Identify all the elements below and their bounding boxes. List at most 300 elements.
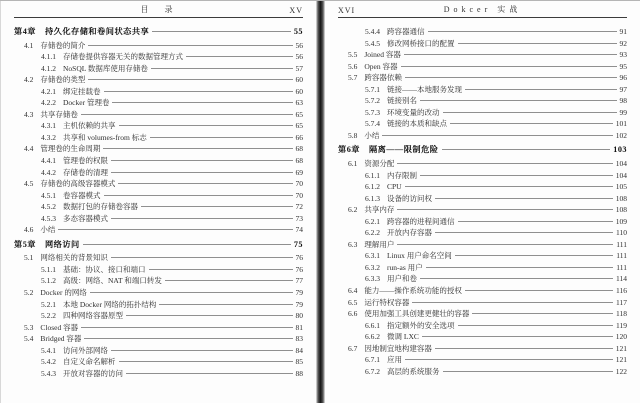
toc-entry-title: 小结 — [40, 225, 56, 235]
toc-entry — [338, 193, 627, 205]
toc-entry — [14, 74, 303, 86]
toc-entry-page: 69 — [295, 167, 303, 177]
toc-entry-number: 4.5.1 — [41, 190, 56, 200]
toc-entry-title: 持久化存储和卷间状态共享 — [44, 27, 150, 36]
toc-entry-title: 存储卷的类型 — [40, 75, 86, 85]
toc-entry — [14, 287, 303, 299]
toc-entry-page: 70 — [295, 179, 303, 189]
toc-entry-number: 5.7.1 — [365, 84, 380, 94]
dot-leader — [405, 77, 617, 78]
toc-entry-number: 5.4.3 — [41, 368, 56, 378]
toc-entry — [14, 322, 303, 334]
toc-entry-number: 6.3 — [348, 239, 358, 249]
toc-entry-title: 隔离——限制危险 — [368, 145, 439, 155]
toc-entry — [338, 170, 627, 182]
toc-entry-number: 5.8 — [348, 130, 358, 140]
toc-entry-number: 4.1.2 — [41, 63, 56, 73]
dot-leader — [90, 292, 293, 293]
dot-leader — [404, 54, 617, 55]
dot-leader — [412, 302, 613, 303]
dot-leader — [465, 89, 617, 90]
toc-entry-title: 网络访问 — [44, 239, 80, 249]
toc-entry-page: 108 — [615, 193, 627, 203]
dot-leader — [422, 336, 613, 337]
toc-entry-page: 63 — [295, 98, 303, 108]
dot-leader — [420, 278, 613, 279]
toc-entry-title: 应用 — [387, 355, 402, 365]
toc-entry-page: 73 — [295, 213, 303, 223]
toc-entry-title: 运行特权容器 — [364, 297, 410, 307]
toc-entry-number: 6.7.2 — [365, 366, 380, 376]
toc-entry — [338, 204, 627, 216]
toc-entry — [14, 97, 303, 109]
toc-entry-page: 102 — [615, 130, 627, 140]
toc-entry-title: 链接的本质和缺点 — [387, 119, 447, 129]
toc-entry-title: 小结 — [364, 130, 380, 140]
toc-entry-title: 开放对容器的访问 — [63, 368, 123, 378]
toc-entry-title: 管理卷的权限 — [63, 156, 108, 166]
toc-entry-page: 120 — [615, 332, 627, 342]
dot-leader — [443, 371, 613, 372]
dot-leader — [111, 257, 293, 258]
dot-leader — [455, 255, 614, 256]
dot-leader — [119, 125, 293, 126]
toc-entry — [14, 213, 303, 225]
toc-entry-title: 存储卷的清理 — [63, 167, 108, 177]
right-page-header — [338, 5, 627, 18]
toc-entry-number: 6.2 — [348, 205, 358, 215]
toc-entry-page: 65 — [295, 121, 303, 131]
toc-entry-number: 4.2 — [24, 75, 34, 85]
left-page-header — [14, 5, 303, 18]
toc-entry-title: 跨容器通信 — [387, 27, 425, 36]
toc-entry-number: 6.6 — [348, 309, 358, 319]
toc-entry — [338, 262, 627, 274]
toc-entry-page: 85 — [295, 357, 303, 367]
toc-entry-number: 6.1.3 — [365, 193, 380, 203]
toc-entry — [14, 132, 303, 144]
dot-leader — [382, 135, 612, 136]
dot-leader — [112, 102, 292, 103]
toc-entry-number: 6.2.2 — [365, 228, 380, 238]
toc-entry-number: 5.1.2 — [41, 276, 56, 286]
toc-entries-right — [338, 26, 627, 377]
toc-entry-page: 122 — [615, 366, 627, 376]
toc-entry-title: Joined 容器 — [364, 50, 401, 60]
dot-leader — [435, 232, 613, 233]
toc-entry-title: Open 容器 — [364, 61, 398, 71]
toc-entry-title: 理解用户 — [364, 239, 395, 249]
toc-entry — [14, 120, 303, 132]
toc-entry-number: 6.7.1 — [365, 355, 380, 365]
dot-leader — [397, 163, 612, 164]
toc-entry — [338, 297, 627, 309]
toc-entry — [14, 299, 303, 311]
toc-entry-page: 81 — [295, 322, 303, 332]
dot-leader — [458, 43, 617, 44]
toc-entry — [14, 333, 303, 345]
toc-entry-page: 92 — [619, 38, 627, 48]
toc-entry-number: 第4章 — [14, 27, 36, 36]
toc-entry-title: 共享内存 — [364, 205, 395, 215]
toc-entry-title: 多态容器模式 — [63, 213, 108, 223]
toc-entry — [338, 107, 627, 119]
toc-entry-title: 跨容器依赖 — [364, 73, 402, 83]
toc-entry-number: 6.5 — [348, 297, 358, 307]
toc-entry — [14, 224, 303, 236]
dot-leader — [435, 348, 613, 349]
dot-leader — [443, 112, 617, 113]
toc-entry — [14, 63, 303, 75]
dot-leader — [442, 149, 611, 150]
toc-entry-number: 6.7 — [348, 343, 358, 353]
toc-entry-number: 5.2.1 — [41, 299, 56, 309]
toc-entry-title: 主机依赖的共享 — [63, 121, 116, 131]
dot-leader — [458, 325, 614, 326]
toc-entry-title: 管理卷的生命周期 — [40, 144, 101, 154]
toc-entry-page: 91 — [619, 27, 627, 36]
toc-entry-title: 自定义命名解析 — [63, 357, 116, 367]
toc-entry — [338, 72, 627, 84]
toc-entry-title: 链接——本地服务发现 — [387, 84, 462, 94]
toc-entry-number: 5.1 — [24, 253, 34, 263]
dot-leader — [111, 350, 293, 351]
toc-entry-number: 4.2.1 — [41, 86, 56, 96]
toc-entry-page: 57 — [295, 63, 303, 73]
toc-entry-page: 76 — [295, 253, 303, 263]
dot-leader — [118, 183, 292, 184]
page-number-right: XVI — [338, 6, 356, 15]
toc-entry-number: 5.4.4 — [365, 27, 380, 36]
toc-entry — [14, 201, 303, 213]
dot-leader — [111, 218, 293, 219]
dot-leader — [141, 206, 293, 207]
toc-entry — [338, 95, 627, 107]
toc-entry-title: Closed 容器 — [40, 322, 79, 332]
toc-entry — [14, 310, 303, 322]
toc-entry — [14, 40, 303, 52]
toc-entry — [338, 158, 627, 170]
toc-entry-page: 116 — [616, 286, 627, 296]
toc-entry-title: 环境变量的改动 — [387, 107, 440, 117]
toc-entry-page: 108 — [615, 205, 627, 215]
toc-entry-title: CPU — [387, 182, 402, 192]
dot-leader — [58, 229, 292, 230]
dot-leader — [426, 267, 614, 268]
toc-entry — [14, 345, 303, 357]
toc-entry — [14, 155, 303, 167]
toc-entry-number: 5.4 — [24, 334, 34, 344]
toc-entry-title: 指定额外的安全选项 — [387, 320, 455, 330]
toc-entry — [338, 366, 627, 378]
toc-entry — [338, 181, 627, 193]
dot-leader — [420, 100, 617, 101]
toc-entry — [338, 26, 627, 38]
dot-leader — [159, 304, 292, 305]
toc-entry — [338, 49, 627, 61]
toc-entry-title: 微调 LXC — [387, 332, 419, 342]
toc-entry-number: 6.6.2 — [365, 332, 380, 342]
toc-entry-number: 4.5.2 — [41, 202, 56, 212]
toc-entry-page: 103 — [613, 145, 627, 155]
toc-entry-title: Docker 的网络 — [40, 288, 87, 298]
toc-entry-number: 4.2.2 — [41, 98, 56, 108]
toc-entry-page: 66 — [295, 132, 303, 142]
toc-entry — [338, 354, 627, 366]
dot-leader — [405, 186, 613, 187]
toc-entry-page: 79 — [295, 299, 303, 309]
dot-leader — [186, 56, 293, 57]
toc-entry — [338, 130, 627, 142]
toc-entry-page: 101 — [615, 119, 627, 129]
toc-entry-title: NoSQL 数据库使用存储卷 — [63, 63, 148, 73]
toc-entry-page: 77 — [295, 276, 303, 286]
dot-leader — [465, 290, 613, 291]
toc-entry-page: 83 — [295, 334, 303, 344]
toc-entry-page: 88 — [295, 368, 303, 378]
toc-entry-page: 76 — [295, 264, 303, 274]
dot-leader — [84, 338, 292, 339]
toc-entry-page: 65 — [295, 109, 303, 119]
toc-entry-number: 5.4.1 — [41, 345, 56, 355]
toc-entry-page: 56 — [295, 40, 303, 50]
toc-entry-number: 6.3.2 — [365, 262, 380, 272]
toc-entry-page: 111 — [616, 262, 627, 272]
toc-entry — [14, 109, 303, 121]
dot-leader — [111, 160, 293, 161]
toc-entry-number: 第6章 — [338, 145, 360, 155]
toc-entry-title: 设备的访问权 — [387, 193, 432, 203]
toc-entry — [14, 275, 303, 287]
toc-entry-title: 内存限制 — [387, 170, 417, 180]
toc-entry-page: 117 — [616, 297, 627, 307]
dot-leader — [405, 359, 613, 360]
left-page — [0, 1, 316, 403]
toc-entry-number: 6.2.1 — [365, 216, 380, 226]
dot-leader — [150, 137, 293, 138]
toc-entry-page: 109 — [615, 216, 627, 226]
toc-entry — [14, 239, 303, 251]
toc-entry — [338, 61, 627, 73]
dot-leader — [88, 45, 292, 46]
toc-entry-page: 110 — [616, 228, 627, 238]
toc-entry-title: Docker 管理卷 — [63, 98, 110, 108]
toc-entry — [14, 51, 303, 63]
toc-entry-title: Bridged 容器 — [40, 334, 82, 344]
toc-entry-number: 4.5.3 — [41, 213, 56, 223]
toc-entry — [338, 331, 627, 343]
dot-leader — [88, 79, 292, 80]
toc-entry-title: 本地 Docker 网络的拓扑结构 — [63, 299, 157, 309]
toc-entry-title: 共享存储卷 — [40, 109, 78, 119]
dot-leader — [401, 66, 617, 67]
dot-leader — [81, 327, 292, 328]
toc-entry-number: 5.2 — [24, 288, 34, 298]
toc-entry-page: 72 — [295, 202, 303, 212]
toc-entry-number: 6.1 — [348, 159, 358, 169]
toc-entry-number: 4.6 — [24, 225, 34, 235]
toc-entry-title: 高层的系统服务 — [387, 366, 440, 376]
toc-entry-number: 6.1.1 — [365, 170, 380, 180]
toc-entry-number: 5.1.1 — [41, 264, 56, 274]
toc-entry — [338, 308, 627, 320]
toc-entry-number: 6.4 — [348, 286, 358, 296]
dot-leader — [119, 361, 293, 362]
toc-entry-title: 存储卷的简介 — [40, 40, 86, 50]
toc-entry-page: 56 — [295, 52, 303, 62]
toc-entry-page: 84 — [295, 345, 303, 355]
toc-entry-number: 5.7.3 — [365, 107, 380, 117]
toc-entry-title: 访问外部网络 — [63, 345, 108, 355]
page-gutter — [316, 1, 325, 403]
toc-entry-page: 60 — [295, 86, 303, 96]
toc-entry-number: 4.1.1 — [41, 52, 56, 62]
toc-entry — [14, 86, 303, 98]
toc-entry-number: 4.3.1 — [41, 121, 56, 131]
toc-entry-page: 75 — [293, 239, 303, 249]
dot-leader — [152, 31, 291, 32]
toc-entry-page: 105 — [615, 182, 627, 192]
toc-entry-number: 4.4.1 — [41, 156, 56, 166]
toc-entry-title: 绑定挂载卷 — [63, 86, 101, 96]
toc-entry-page: 104 — [615, 170, 627, 180]
toc-entry — [338, 227, 627, 239]
toc-entry — [14, 167, 303, 179]
toc-entry-title: run-as 用户 — [387, 262, 423, 272]
dot-leader — [104, 195, 293, 196]
toc-entry-number: 5.4.2 — [41, 357, 56, 367]
toc-entry — [338, 239, 627, 251]
toc-entry-page: 97 — [619, 84, 627, 94]
dot-leader — [435, 198, 613, 199]
book-title: Dokcer 实战 — [443, 5, 522, 14]
toc-entry — [14, 190, 303, 202]
toc-entry — [14, 368, 303, 380]
dot-leader — [397, 209, 612, 210]
dot-leader — [111, 172, 293, 173]
toc-entry-page: 60 — [295, 75, 303, 85]
dot-leader — [126, 373, 293, 374]
toc-entry — [338, 285, 627, 297]
dot-leader — [151, 68, 293, 69]
toc-entry — [14, 356, 303, 368]
page-number-left: XV — [289, 6, 303, 15]
toc-entry-number: 5.4.5 — [365, 38, 380, 48]
toc-entry-title: 基础：协议、接口和端口 — [63, 264, 146, 274]
toc-entry-page: 118 — [616, 309, 627, 319]
toc-entry-title: 网络相关的背景知识 — [40, 253, 108, 263]
toc-entry-title: 资源分配 — [364, 159, 395, 169]
toc-entry-title: 存储卷的高级容器模式 — [40, 179, 116, 189]
toc-entry-number: 第5章 — [14, 239, 36, 249]
toc-entry-page: 93 — [619, 50, 627, 60]
toc-entry-title: 数据打包的存储卷容器 — [63, 202, 138, 212]
dot-leader — [83, 244, 291, 245]
toc-entry-title: 跨容器的进程间通信 — [387, 216, 455, 226]
toc-entry — [14, 252, 303, 264]
toc-entry-page: 111 — [616, 239, 627, 249]
toc-entry-title: 高级：网络、NAT 和端口转发 — [63, 276, 162, 286]
toc-entry — [338, 38, 627, 50]
toc-entry-number: 5.7 — [348, 73, 358, 83]
toc-entry — [338, 144, 627, 156]
toc-entry-page: 70 — [295, 190, 303, 200]
toc-entry-number: 5.2.2 — [41, 311, 56, 321]
toc-entry-page: 98 — [619, 96, 627, 106]
toc-entry-title: 开放内存容器 — [387, 228, 432, 238]
toc-entry-number: 5.5 — [348, 50, 358, 60]
toc-entry-title: 四种网络容器原型 — [63, 311, 123, 321]
toc-title: 目 录 — [140, 5, 177, 14]
toc-entry-number: 4.1 — [24, 40, 34, 50]
toc-entry — [338, 343, 627, 355]
toc-entry — [14, 26, 303, 38]
toc-entry-title: 用户和卷 — [387, 274, 417, 284]
toc-entry-title: 能力——操作系统功能的授权 — [364, 286, 462, 296]
dot-leader — [126, 315, 293, 316]
toc-entry — [338, 84, 627, 96]
toc-entry-title: Linux 用户命名空间 — [387, 251, 452, 261]
dot-leader — [165, 280, 293, 281]
dot-leader — [420, 175, 613, 176]
toc-entry-title: 共享和 volumes-from 标志 — [63, 132, 147, 142]
toc-entry — [14, 178, 303, 190]
toc-entry-page: 68 — [295, 144, 303, 154]
toc-entry-number: 5.3 — [24, 322, 34, 332]
toc-entry — [338, 320, 627, 332]
right-page — [325, 1, 640, 403]
toc-entry — [338, 250, 627, 262]
toc-entry-page: 104 — [615, 159, 627, 169]
toc-entry — [14, 264, 303, 276]
toc-entry — [14, 143, 303, 155]
dot-leader — [472, 313, 613, 314]
dot-leader — [428, 31, 617, 32]
dot-leader — [81, 114, 293, 115]
toc-entry-number: 4.5 — [24, 179, 34, 189]
toc-entry-page: 114 — [616, 274, 627, 284]
toc-entry-number: 6.1.2 — [365, 182, 380, 192]
toc-entry-number: 5.7.2 — [365, 96, 380, 106]
toc-entry-title: 修改网桥接口的配置 — [387, 38, 455, 48]
dot-leader — [103, 148, 292, 149]
toc-entry-page: 99 — [619, 107, 627, 117]
toc-entry-page: 74 — [295, 225, 303, 235]
toc-entry-number: 5.6 — [348, 61, 358, 71]
toc-entry-number: 6.3.3 — [365, 274, 380, 284]
dot-leader — [149, 269, 293, 270]
toc-entry — [338, 216, 627, 228]
dot-leader — [104, 91, 293, 92]
toc-entry-page: 95 — [619, 61, 627, 71]
toc-entry-number: 4.3 — [24, 109, 34, 119]
dot-leader — [397, 244, 613, 245]
toc-entry-page: 121 — [615, 343, 627, 353]
toc-entry-page: 111 — [616, 251, 627, 261]
toc-entry-title: 因地制宜地构建容器 — [364, 343, 432, 353]
toc-entry-page: 68 — [295, 156, 303, 166]
toc-entry-number: 5.7.4 — [365, 119, 380, 129]
toc-entry-page: 96 — [619, 73, 627, 83]
toc-entry-page: 79 — [295, 288, 303, 298]
toc-entry-page: 80 — [295, 311, 303, 321]
toc-entry — [338, 118, 627, 130]
toc-entry-number: 6.6.1 — [365, 320, 380, 330]
toc-entry-title: 链接别名 — [387, 96, 417, 106]
toc-entry-title: 存储卷提供容器无关的数据管理方式 — [63, 52, 183, 62]
dot-leader — [458, 221, 613, 222]
toc-entry-number: 4.3.2 — [41, 132, 56, 142]
